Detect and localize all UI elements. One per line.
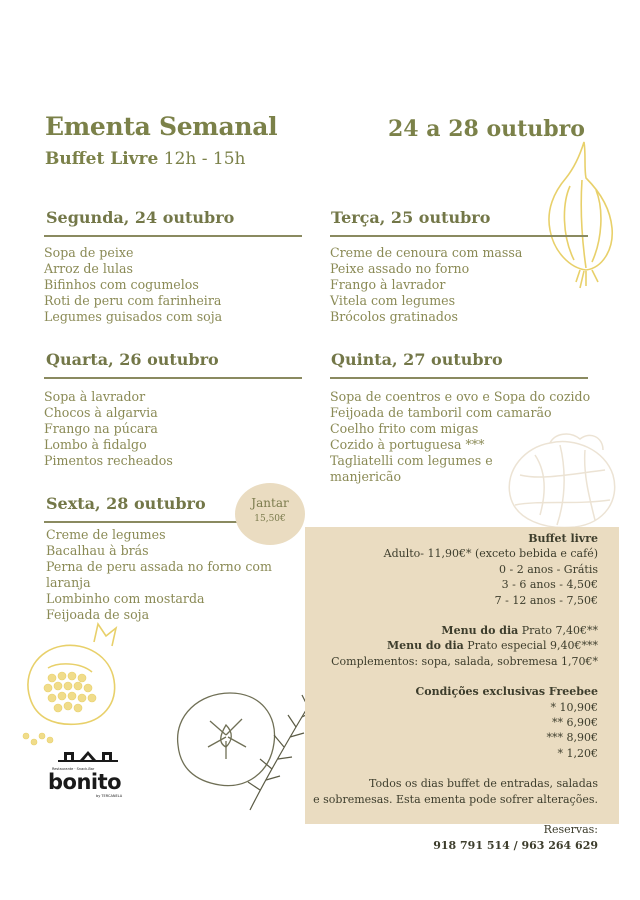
thursday-divider <box>330 377 588 379</box>
price-line: 3 - 6 anos - 4,50€ <box>501 578 598 592</box>
menu-item: Tagliatelli com legumes e <box>330 453 493 468</box>
price-line: Adulto- 11,90€* (exceto bebida e café) <box>383 547 598 561</box>
reservations-label: Reservas: <box>543 823 598 837</box>
pricing-content <box>313 531 598 853</box>
menu-item: Sopa de peixe <box>44 245 134 260</box>
menu-day-label: Menu do dia <box>441 624 519 638</box>
menu-item: Brócolos gratinados <box>330 309 458 324</box>
menu-day-value: Prato 7,40€** <box>518 624 598 638</box>
pricing-panel <box>305 527 619 852</box>
dinner-badge <box>235 483 305 545</box>
price-line: 7 - 12 anos - 7,50€ <box>494 593 598 607</box>
menu-item: Creme de cenoura com massa <box>330 245 523 260</box>
freebee-title: Condições exclusivas Freebee <box>415 685 598 699</box>
logo-byline: by TERCANELA <box>96 794 123 798</box>
menu-item: Legumes guisados com soja <box>44 309 223 324</box>
menu-item: Lombinho com mostarda <box>46 591 205 606</box>
menu-item: Roti de peru com farinheira <box>44 293 222 308</box>
freebee-line: * 10,90€ <box>550 700 598 714</box>
buffet-free-title: Buffet livre <box>528 532 598 545</box>
day-title-wednesday: Quarta, 26 outubro <box>46 350 219 369</box>
day-title-tuesday: Terça, 25 outubro <box>331 208 491 227</box>
complements-price: Complementos: sopa, salada, sobremesa 1,70€* <box>331 654 598 668</box>
menu-item: Pimentos recheados <box>44 453 173 468</box>
wednesday-menu <box>44 389 173 469</box>
buffet-label: Buffet Livre <box>45 149 159 169</box>
tuesday-divider <box>330 235 588 237</box>
freebee-line: *** 8,90€ <box>546 731 598 745</box>
logo-wordmark: bonito <box>48 770 122 794</box>
menu-item: Cozido à portuguesa *** <box>330 437 485 452</box>
menu-special-price <box>313 638 598 653</box>
friday-divider <box>44 521 244 523</box>
thursday-menu <box>330 389 590 485</box>
menu-item: Bacalhau à brás <box>46 543 149 558</box>
menu-special-value: Prato especial 9,40€*** <box>463 639 598 653</box>
menu-item: Sopa de coentros e ovo e Sopa do cozido <box>330 389 591 404</box>
monday-divider <box>44 235 302 237</box>
tomato-rosemary-illustration <box>170 685 320 815</box>
buffet-time: 12h - 15h <box>163 149 246 169</box>
menu-item: Feijoada de soja <box>46 607 150 622</box>
notice-line: Todos os dias buffet de entradas, saladas <box>369 777 598 791</box>
day-title-friday: Sexta, 28 outubro <box>46 494 206 513</box>
onion-illustration <box>540 140 620 290</box>
page-title: Ementa Semanal <box>45 112 278 141</box>
menu-item: Creme de legumes <box>46 527 166 542</box>
menu-item: Peixe assado no forno <box>330 261 470 276</box>
menu-item: Frango na púcara <box>44 421 158 436</box>
menu-item: Arroz de lulas <box>44 261 134 276</box>
menu-item: Bifinhos com cogumelos <box>44 277 199 292</box>
buffet-hours <box>45 149 245 169</box>
menu-item: manjericão <box>330 469 402 484</box>
freebee-line: ** 6,90€ <box>552 716 598 730</box>
price-line: 0 - 2 anos - Grátis <box>498 562 598 576</box>
menu-item: Perna de peru assada no forno com <box>46 559 272 574</box>
friday-menu <box>46 527 272 623</box>
logo-tagline: Restaurante · Snack-Bar <box>52 767 95 771</box>
bonito-logo <box>48 750 128 800</box>
menu-day-price <box>313 623 598 638</box>
wednesday-divider <box>44 377 302 379</box>
tuesday-menu <box>330 245 522 325</box>
notice-line: e sobremesas. Esta ementa pode sofrer alterações. <box>313 792 598 806</box>
menu-item: Lombo à fidalgo <box>44 437 147 452</box>
reservation-phones: 918 791 514 / 963 264 629 <box>433 838 598 852</box>
menu-special-label: Menu do dia <box>386 639 464 653</box>
dinner-price: 15,50€ <box>254 514 286 524</box>
dinner-label: Jantar <box>251 496 289 510</box>
menu-item: Frango à lavrador <box>330 277 446 292</box>
menu-item: Sopa à lavrador <box>44 389 146 404</box>
freebee-line: * 1,20€ <box>557 746 598 760</box>
menu-item: Vitela com legumes <box>330 293 456 308</box>
pomegranate-illustration <box>18 618 130 750</box>
monday-menu <box>44 245 222 325</box>
logo-roof-mark <box>58 750 118 766</box>
menu-item: Chocos à algarvia <box>44 405 158 420</box>
week-dates: 24 a 28 outubro <box>388 116 585 142</box>
menu-item: Coelho frito com migas <box>330 421 479 436</box>
menu-item: Feijoada de tamboril com camarão <box>330 405 552 420</box>
day-title-thursday: Quinta, 27 outubro <box>331 350 503 369</box>
day-title-monday: Segunda, 24 outubro <box>46 208 235 227</box>
menu-item: laranja <box>46 575 91 590</box>
